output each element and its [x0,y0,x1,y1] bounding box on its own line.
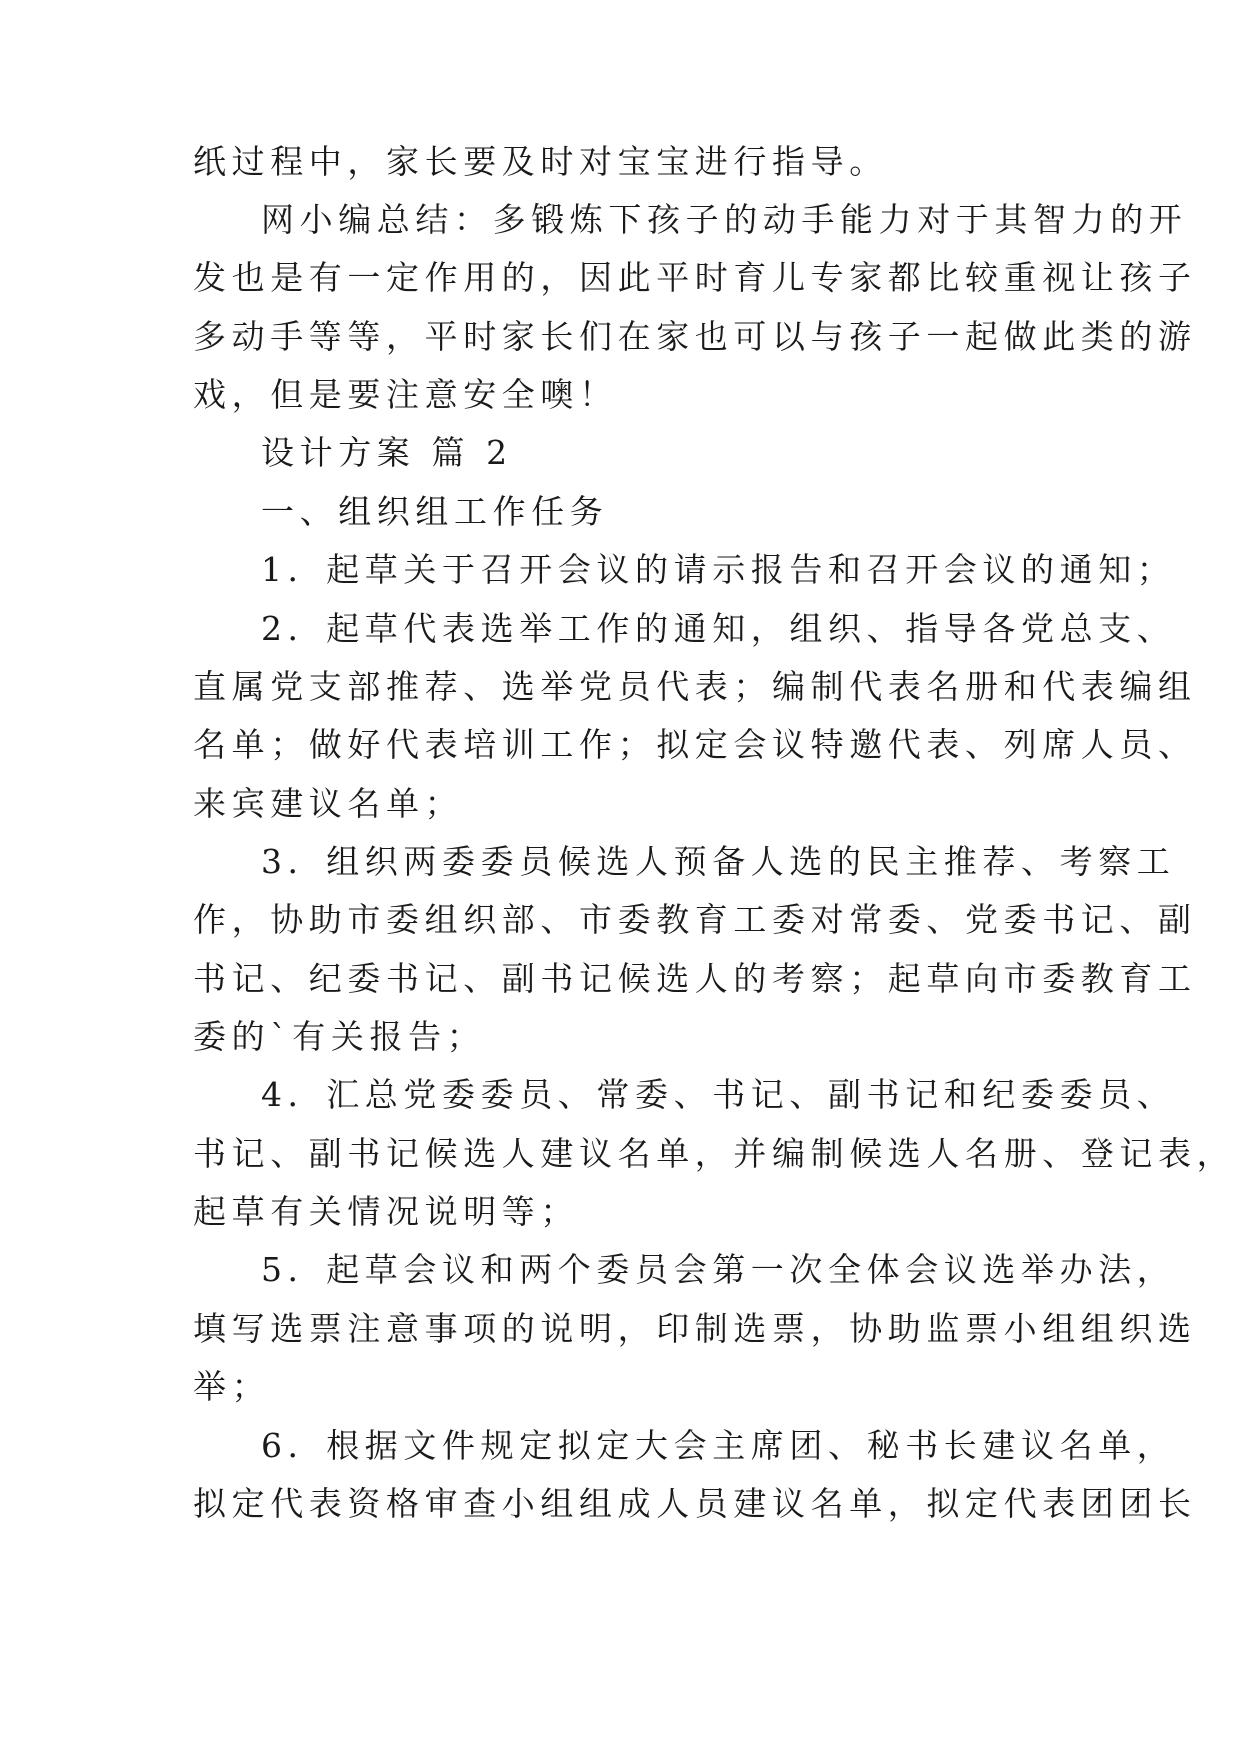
text-line: 纸过程中，家长要及时对宝宝进行指导。 [193,142,888,181]
text-line: 举； [193,1367,271,1406]
text-line: 书记、纪委书记、副书记候选人的考察；起草向市委教育工 [193,959,1197,998]
text-line: 5．起草会议和两个委员会第一次全体会议选举办法， [261,1250,1176,1289]
text-line: 来宾建议名单； [193,784,464,823]
text-line: 委的`有关报告； [193,1017,486,1056]
text-line: 起草有关情况说明等； [193,1192,579,1231]
text-line: 多动手等等，平时家长们在家也可以与孩子一起做此类的游 [193,317,1197,356]
text-line: 2．起草代表选举工作的通知，组织、指导各党总支、 [261,609,1176,648]
text-line: 填写选票注意事项的说明，印制选票，协助监票小组组织选 [193,1309,1197,1348]
text-line: 4．汇总党委委员、常委、书记、副书记和纪委委员、 [261,1075,1176,1114]
text-line: 一、组织组工作任务 [261,492,609,531]
text-line: 作，协助市委组织部、市委教育工委对常委、党委书记、副 [193,900,1197,939]
text-line: 1．起草关于召开会议的请示报告和召开会议的通知； [261,550,1176,589]
text-line: 6．根据文件规定拟定大会主席团、秘书长建议名单， [261,1426,1176,1465]
text-line: 戏，但是要注意安全噢！ [193,375,618,414]
text-line: 直属党支部推荐、选举党员代表；编制代表名册和代表编组 [193,667,1197,706]
text-line: 拟定代表资格审查小组组成人员建议名单，拟定代表团团长 [193,1484,1197,1523]
section-heading: 设计方案 篇 2 [261,433,513,472]
text-line: 发也是有一定作用的，因此平时育儿专家都比较重视让孩子 [193,258,1197,297]
text-line: 书记、副书记候选人建议名单，并编制候选人名册、登记表， [193,1134,1236,1173]
text-line: 网小编总结：多锻炼下孩子的动手能力对于其智力的开 [261,200,1188,239]
text-line: 3．组织两委委员候选人预备人选的民主推荐、考察工 [261,842,1176,881]
text-line: 名单；做好代表培训工作；拟定会议特邀代表、列席人员、 [193,725,1197,764]
